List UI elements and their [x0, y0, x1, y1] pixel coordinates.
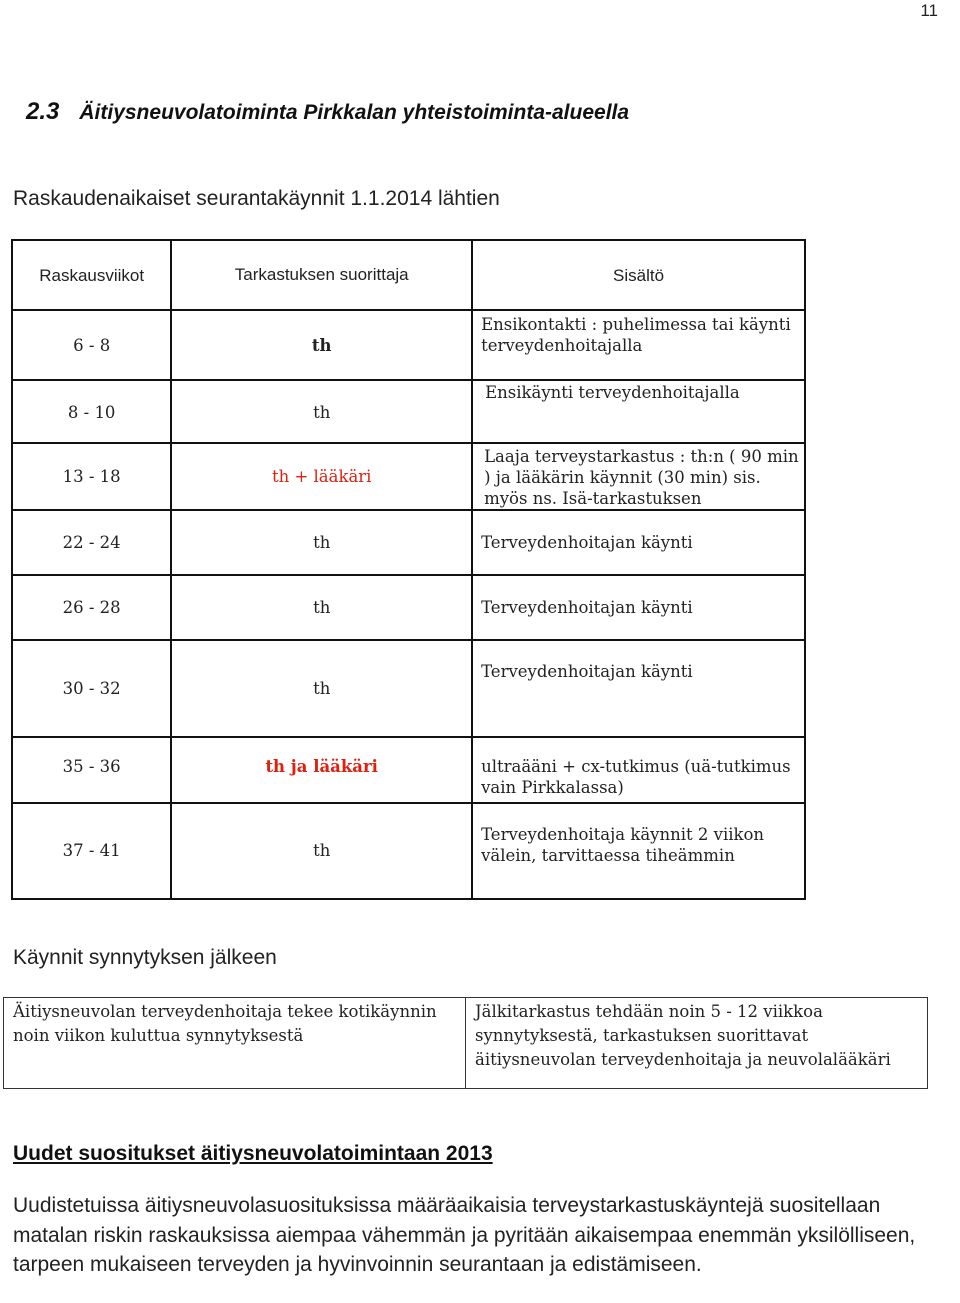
row-weeks: 13 - 18: [12, 443, 171, 510]
table-row: [12, 310, 805, 380]
row-weeks: 35 - 36: [12, 737, 171, 803]
after-birth-postnatal-check: Jälkitarkastus tehdään noin 5 - 12 viikkoa synnytyksestä, tarkastuksen suorittavat äitiysneuvolan terveydenhoitaja ja neuvolalääkäri: [466, 998, 928, 1089]
table-row: [12, 380, 805, 443]
page-number: 11: [920, 1, 938, 20]
table-header-row: [12, 240, 805, 310]
section-number: 2.3: [26, 98, 60, 125]
row-performer: th ja lääkäri: [171, 737, 472, 803]
row-performer: th: [171, 803, 472, 899]
row-content: Ensikäynti terveydenhoitajalla: [472, 380, 805, 443]
recommendations-paragraph: Uudistetuissa äitiysneuvolasuosituksissa määräaikaisia terveystarkastuskäyntejä suositellaan matalan riskin raskauksissa aiempaa vähemmän ja pyritään aikaisempaa enemmän yksilölliseen, tarpeen mukaiseen terveyden ja hyvinvoinnin seurantaan ja edistämiseen.: [13, 1194, 916, 1276]
row-content: Laaja terveystarkastus : th:n ( 90 min ) ja lääkärin käynnit (30 min) sis. myös ns. Isä-tarkastuksen: [472, 443, 805, 510]
row-content: Terveydenhoitajan käynti: [472, 575, 805, 640]
table-row: [12, 640, 805, 737]
row-weeks: 22 - 24: [12, 510, 171, 575]
row-performer: th: [171, 510, 472, 575]
row-weeks: 37 - 41: [12, 803, 171, 899]
header-performer: Tarkastuksen suorittaja: [171, 240, 472, 310]
row-content: ultraääni + cx-tutkimus (uä-tutkimus vain Pirkkalassa): [472, 737, 805, 803]
table-subtitle: Raskaudenaikaiset seurantakäynnit 1.1.2014 lähtien: [13, 187, 500, 210]
row-performer: th: [171, 380, 472, 443]
table-row: [12, 803, 805, 899]
row-weeks: 6 - 8: [12, 310, 171, 380]
header-weeks: Raskausviikot: [12, 240, 171, 310]
section-title: Äitiysneuvolatoiminta Pirkkalan yhteistoiminta-alueella: [79, 101, 630, 124]
after-birth-row: [4, 998, 928, 1089]
table-row: [12, 575, 805, 640]
after-birth-table: [3, 997, 928, 1089]
row-performer: th: [171, 310, 472, 380]
row-performer: th: [171, 640, 472, 737]
row-performer: th: [171, 575, 472, 640]
row-weeks: 26 - 28: [12, 575, 171, 640]
row-content: Terveydenhoitaja käynnit 2 viikon välein, tarvittaessa tiheämmin: [472, 803, 805, 899]
visit-schedule-table: [11, 239, 806, 900]
recommendations-heading: Uudet suositukset äitiysneuvolatoimintaan 2013: [13, 1142, 493, 1165]
row-performer: th + lääkäri: [171, 443, 472, 510]
after-birth-heading: Käynnit synnytyksen jälkeen: [13, 946, 277, 969]
section-heading: [26, 98, 629, 126]
row-weeks: 30 - 32: [12, 640, 171, 737]
table-row: [12, 510, 805, 575]
row-weeks: 8 - 10: [12, 380, 171, 443]
table-row: [12, 737, 805, 803]
header-content: Sisältö: [472, 240, 805, 310]
table-row: [12, 443, 805, 510]
row-content: Terveydenhoitajan käynti: [472, 510, 805, 575]
after-birth-home-visit: Äitiysneuvolan terveydenhoitaja tekee kotikäynnin noin viikon kuluttua synnytyksestä: [4, 998, 466, 1089]
row-content: Terveydenhoitajan käynti: [472, 640, 805, 737]
row-content: Ensikontakti : puhelimessa tai käynti terveydenhoitajalla: [472, 310, 805, 380]
